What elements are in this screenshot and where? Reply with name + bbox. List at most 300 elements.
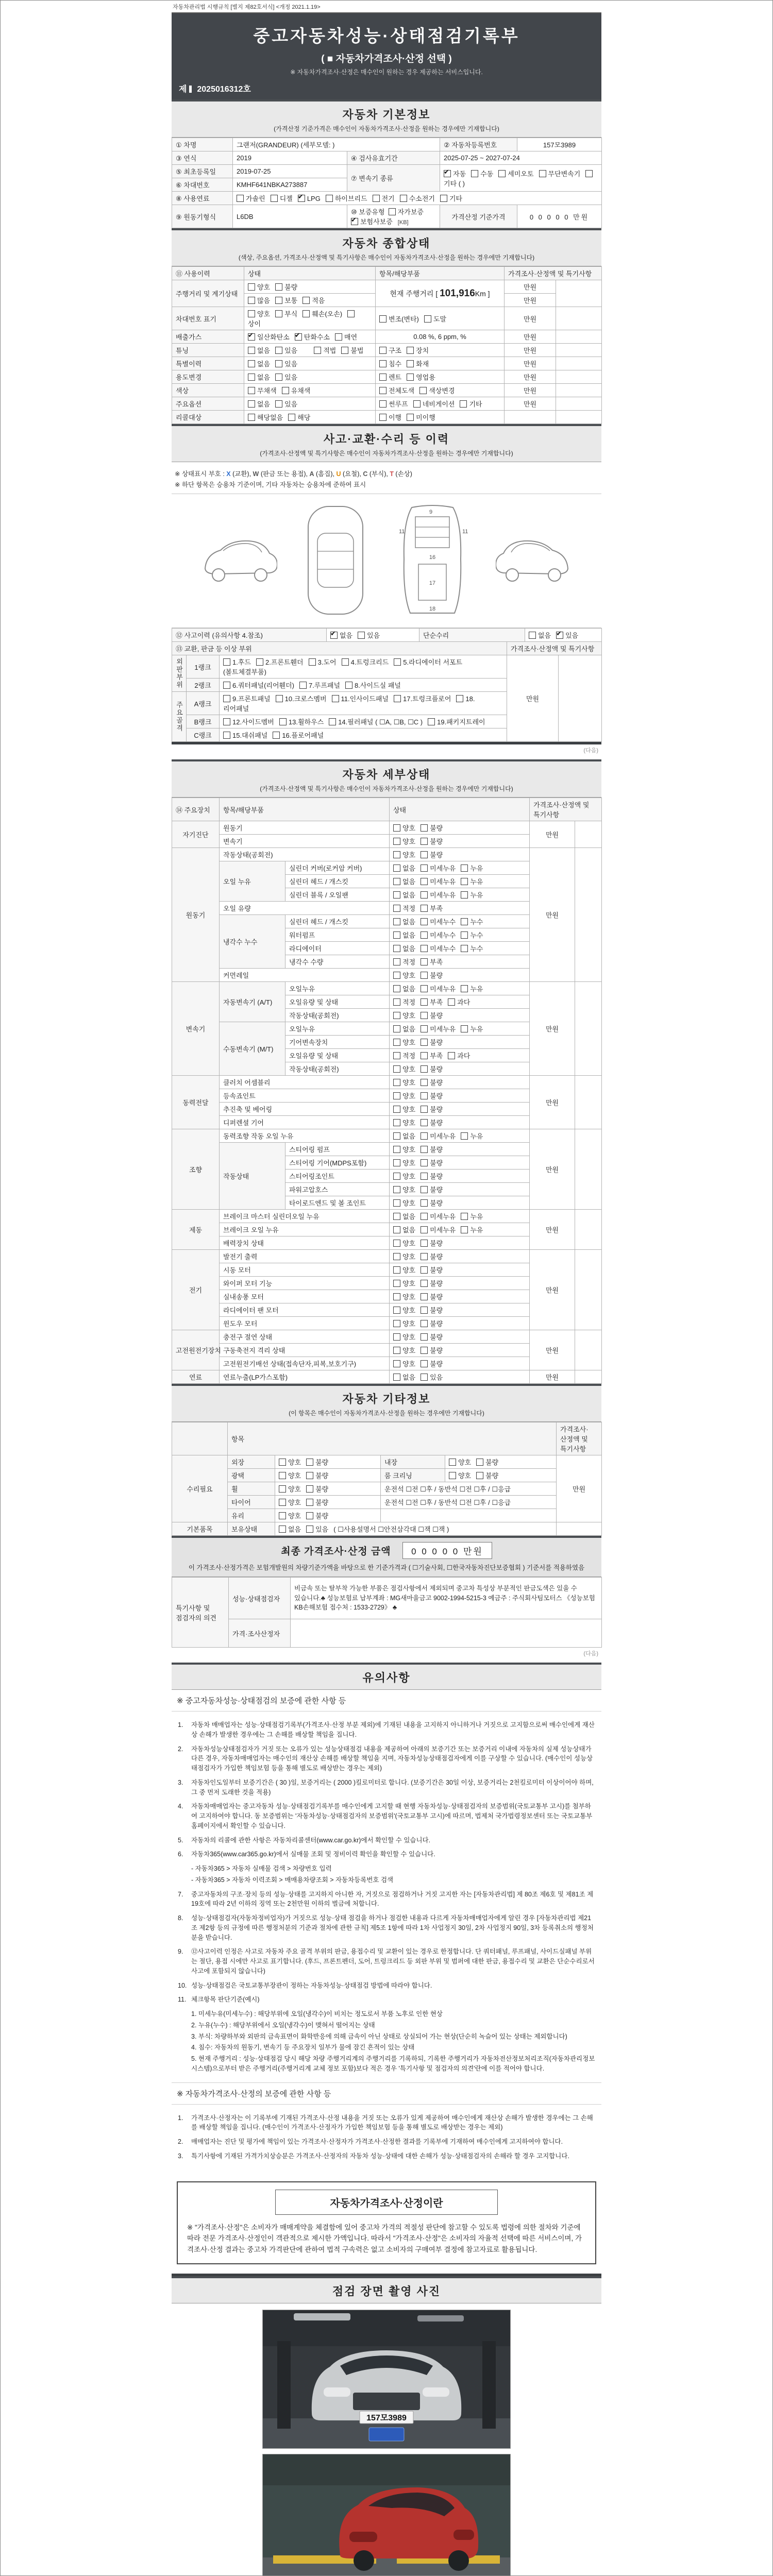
checkbox[interactable] (393, 1199, 400, 1207)
checkbox[interactable] (400, 195, 407, 202)
checkbox[interactable] (279, 1512, 286, 1519)
checkbox[interactable] (298, 195, 305, 202)
checkbox[interactable] (223, 658, 230, 666)
checkbox[interactable] (248, 400, 255, 408)
checkbox[interactable] (393, 1360, 400, 1367)
usage-label: 용도변경 (172, 370, 244, 384)
checkbox[interactable] (448, 1052, 455, 1059)
state-options (244, 397, 376, 411)
item-label: 연료누출(LP가스포함) (220, 1370, 390, 1384)
checkbox[interactable] (309, 658, 316, 666)
checkbox[interactable] (279, 1472, 286, 1479)
accident-history-options (327, 629, 419, 642)
checkbox[interactable] (393, 838, 400, 845)
checkbox[interactable] (342, 658, 349, 666)
checkbox[interactable] (332, 695, 339, 702)
checkbox[interactable] (421, 1213, 428, 1220)
checkbox-label: 없음 (402, 918, 416, 926)
part-label: 15.대쉬패널 (232, 732, 268, 739)
checkbox[interactable] (379, 387, 386, 394)
checkbox-label: 누유 (470, 891, 483, 899)
checkbox[interactable] (279, 1499, 286, 1506)
checkbox[interactable] (421, 1173, 428, 1180)
checkbox[interactable] (306, 1472, 313, 1479)
checkbox[interactable] (393, 824, 400, 832)
notice-item-text: 매매업자는 진단 및 평가에 책임이 있는 가격조사·산정자가 가격조사·산정한 결과를 기록부에 기재하여 매수인에게 고지하여야 합니다. (191, 2138, 563, 2145)
checkbox[interactable] (498, 170, 506, 177)
checkbox[interactable] (223, 732, 230, 739)
price-cell: 만원 (530, 1210, 575, 1250)
checkbox[interactable] (393, 1374, 400, 1381)
checkbox[interactable] (421, 824, 428, 832)
checkbox[interactable] (393, 931, 400, 939)
checkbox-label: 미세누수 (430, 945, 456, 953)
checkbox-label: 네비게이션 (422, 400, 455, 408)
checkbox[interactable] (407, 414, 414, 421)
checkbox-label: 누유 (470, 865, 483, 872)
checkbox[interactable] (393, 891, 400, 899)
checkbox[interactable] (330, 632, 338, 639)
checkbox[interactable] (421, 905, 428, 912)
checkbox[interactable] (389, 208, 396, 215)
checkbox[interactable] (223, 695, 230, 702)
checkbox[interactable] (288, 414, 295, 421)
item-options (376, 370, 505, 384)
checkbox[interactable] (407, 347, 414, 354)
checkbox[interactable] (393, 1226, 400, 1233)
checkbox[interactable] (421, 931, 428, 939)
checkbox[interactable] (421, 1159, 428, 1166)
price-cell: 만원 (530, 982, 575, 1076)
item-label: 라디에이터 (285, 942, 390, 955)
checkbox[interactable] (275, 360, 282, 367)
section-basic-header (172, 99, 601, 138)
checkbox[interactable] (449, 1459, 456, 1466)
checkbox[interactable] (306, 1499, 313, 1506)
blank-cell (575, 982, 602, 1076)
checkbox[interactable] (248, 297, 255, 304)
repair-group-label: 수리필요 (172, 1455, 228, 1522)
checkbox-label: 누유 (470, 1132, 483, 1140)
checkbox[interactable] (279, 1485, 286, 1493)
checkbox[interactable] (421, 958, 428, 965)
state-options (390, 1236, 530, 1250)
checkbox[interactable] (421, 851, 428, 858)
table-row (172, 1522, 602, 1536)
checkbox[interactable] (448, 998, 455, 1006)
checkbox[interactable] (585, 170, 593, 177)
checkbox-label: 누수 (470, 931, 483, 939)
item-label: 스티어링조인트 (285, 1170, 390, 1183)
section-detail-title: 자동차 세부상태 (342, 768, 431, 781)
checkbox[interactable] (421, 1106, 428, 1113)
checkbox[interactable] (275, 374, 282, 381)
checkbox[interactable] (393, 1106, 400, 1113)
checkbox[interactable] (393, 972, 400, 979)
state-options (390, 928, 530, 942)
checkbox[interactable] (379, 347, 386, 354)
checkbox[interactable] (449, 1472, 456, 1479)
checkbox[interactable] (461, 865, 468, 872)
checkbox-label: 부식 (284, 310, 298, 318)
checkbox[interactable] (393, 1119, 400, 1126)
final-price-value: 0 0 0 0 0 만원 (402, 1542, 492, 1559)
checkbox[interactable] (421, 1320, 428, 1327)
checkbox[interactable] (393, 958, 400, 965)
checkbox[interactable] (529, 632, 536, 639)
checkbox[interactable] (394, 658, 401, 666)
checkbox[interactable] (351, 218, 358, 225)
table-row (172, 1370, 602, 1384)
checkbox[interactable] (461, 1132, 468, 1140)
checkbox[interactable] (407, 360, 414, 367)
table-row (172, 344, 602, 357)
checkbox[interactable] (393, 1092, 400, 1099)
checkbox-label: 있음 (315, 1526, 329, 1533)
checkbox[interactable] (393, 1253, 400, 1260)
checkbox[interactable] (444, 170, 451, 177)
status-code: U (336, 470, 341, 478)
summary-header-price: 가격조사·산정액 및 특기사항 (505, 267, 602, 280)
checkbox[interactable] (295, 333, 302, 341)
checkbox[interactable] (393, 1065, 400, 1073)
checkbox[interactable] (421, 1119, 428, 1126)
checkbox[interactable] (421, 1226, 428, 1233)
checkbox[interactable] (393, 851, 400, 858)
checkbox[interactable] (413, 400, 421, 408)
checkbox[interactable] (421, 878, 428, 885)
checkbox[interactable] (303, 297, 310, 304)
checkbox[interactable] (476, 1459, 483, 1466)
checkbox[interactable] (393, 1173, 400, 1180)
checkbox[interactable] (279, 1459, 286, 1466)
notice-item-text: 성능·상태점검은 국토교통부장관이 정하는 자동차성능·상태점검 방법에 따라야 합니다. (191, 1981, 432, 1989)
checkbox[interactable] (329, 718, 336, 725)
section-summary-subtitle: (색상, 주요옵션, 가격조사·산정액 및 특기사항은 매수인이 자동차가격조사·산정을 원하는 경우에만 기재합니다) (238, 254, 535, 261)
checkbox-label: 미세누유 (430, 1213, 456, 1221)
checkbox[interactable] (275, 283, 282, 291)
checkbox-label: 없음 (402, 865, 416, 872)
checkbox[interactable] (421, 1186, 428, 1193)
checkbox[interactable] (421, 1347, 428, 1354)
item-label: 라디에이터 팬 모터 (220, 1303, 390, 1317)
notice-item-number: 5. (178, 1836, 183, 1844)
checkbox[interactable] (306, 1485, 313, 1493)
checkbox[interactable] (461, 931, 468, 939)
checkbox[interactable] (539, 170, 546, 177)
checkbox[interactable] (461, 878, 468, 885)
base-price-value: 0 0 0 0 0 만원 (517, 205, 602, 228)
inspection-photos (172, 2303, 601, 2576)
checkbox[interactable] (379, 400, 386, 408)
checkbox-label: 과다 (457, 998, 470, 1006)
checkbox[interactable] (394, 695, 401, 702)
checkbox[interactable] (421, 1025, 428, 1032)
checkbox[interactable] (393, 1213, 400, 1220)
checkbox[interactable] (275, 310, 282, 317)
checkbox[interactable] (379, 315, 386, 323)
checkbox[interactable] (393, 945, 400, 952)
detail-state-table (172, 798, 602, 1384)
state-options (390, 942, 530, 955)
checkbox[interactable] (421, 1374, 428, 1381)
checkbox[interactable] (373, 195, 380, 202)
checkbox[interactable] (393, 1307, 400, 1314)
checkbox[interactable] (379, 374, 386, 381)
checkbox[interactable] (393, 1347, 400, 1354)
checkbox[interactable] (421, 1253, 428, 1260)
item-label: 스티어링 기어(MDPS포함) (285, 1156, 390, 1170)
checkbox[interactable] (461, 1226, 468, 1233)
checkbox[interactable] (393, 905, 400, 912)
part-label: 2.프론트휀더 (265, 658, 304, 666)
blank-cell (556, 384, 602, 397)
state-options (390, 875, 530, 888)
checkbox[interactable] (303, 310, 310, 317)
checkbox[interactable] (248, 283, 255, 291)
summary-header-usage: ⑪ 사용이력 (172, 267, 244, 280)
blank-cell (575, 1370, 602, 1384)
checkbox[interactable] (461, 945, 468, 952)
checkbox[interactable] (421, 1360, 428, 1367)
state-options (390, 969, 530, 982)
checkbox[interactable] (461, 985, 468, 992)
checkbox-label: 불량 (485, 1472, 499, 1480)
checkbox[interactable] (393, 1266, 400, 1274)
checkbox[interactable] (358, 632, 365, 639)
checkbox[interactable] (393, 1333, 400, 1341)
checkbox[interactable] (248, 347, 255, 354)
checkbox[interactable] (256, 658, 263, 666)
checkbox[interactable] (461, 891, 468, 899)
checkbox[interactable] (421, 1240, 428, 1247)
section-accident-subtitle: (가격조사·산정액 및 특기사항은 매수인이 자동차가격조사·산정을 원하는 경우에만 기재합니다) (260, 450, 513, 457)
checkbox-label: 불량 (430, 1199, 443, 1207)
sub-group-label: 오일 누유 (220, 861, 285, 902)
checkbox[interactable] (407, 374, 414, 381)
checkbox-label: 불량 (430, 1186, 443, 1194)
checkbox-label: LPG (307, 195, 321, 202)
checkbox[interactable] (393, 1146, 400, 1153)
checkbox[interactable] (556, 632, 563, 639)
checkbox[interactable] (421, 998, 428, 1006)
checkbox[interactable] (279, 718, 287, 725)
checkbox[interactable] (279, 1526, 286, 1533)
checkbox[interactable] (282, 387, 289, 394)
table-row (172, 655, 602, 679)
checkbox-label: 수동 (480, 170, 494, 178)
checkbox[interactable] (379, 414, 386, 421)
checkbox[interactable] (421, 1132, 428, 1140)
checkbox-label: 도말 (433, 315, 447, 323)
checkbox-label: 해당 (297, 414, 311, 421)
notice-item (178, 1850, 595, 1859)
checkbox-label: 양호 (402, 1079, 416, 1087)
checkbox[interactable] (248, 333, 255, 341)
checkbox[interactable] (306, 1526, 313, 1533)
item-label: 시동 모터 (220, 1263, 390, 1277)
checkbox[interactable] (345, 682, 352, 689)
checkbox[interactable] (421, 1293, 428, 1300)
checkbox[interactable] (421, 1052, 428, 1059)
checkbox[interactable] (419, 387, 427, 394)
etc-header-item: 항목 (228, 1422, 557, 1455)
checkbox[interactable] (393, 985, 400, 992)
checkbox[interactable] (393, 1025, 400, 1032)
status-code-desc: (요철), (341, 470, 363, 478)
item-label: 배력장치 상태 (220, 1236, 390, 1250)
notice-item-text: 중고자동차의 구조·장치 등의 성능·상태를 고지하지 아니한 자, 거짓으로 점검하거나 거짓 고지한 자는 [자동차관리법] 제 80조 제6호 및 제81조 제19호에 따라 2년 이하의 징역 또는 2천만원 이하의 벌금에 처합니다. (191, 1890, 594, 1908)
checkbox[interactable] (299, 682, 307, 689)
checkbox[interactable] (393, 1240, 400, 1247)
base-price-label: 가격산정 기준가격 (440, 205, 517, 228)
checkbox[interactable] (248, 310, 255, 317)
checkbox[interactable] (237, 195, 244, 202)
checkbox-label: 장치 (416, 347, 429, 354)
checkbox[interactable] (393, 878, 400, 885)
checkbox[interactable] (421, 1079, 428, 1086)
table-row (172, 307, 602, 330)
device-group-label: 원동기 (172, 848, 220, 982)
checkbox[interactable] (273, 732, 280, 739)
car-diagrams (172, 494, 601, 628)
checkbox[interactable] (306, 1459, 313, 1466)
checkbox[interactable] (271, 195, 278, 202)
checkbox[interactable] (248, 414, 255, 421)
checkbox[interactable] (421, 945, 428, 952)
checkbox-label: 불량 (430, 1065, 443, 1073)
license-plate-text: 157모3989 (366, 2414, 407, 2423)
checkbox[interactable] (421, 1092, 428, 1099)
table-row (172, 1076, 602, 1089)
state-options (390, 1370, 530, 1384)
checkbox[interactable] (421, 891, 428, 899)
checkbox[interactable] (276, 695, 283, 702)
summary-table (172, 266, 602, 424)
checkbox-label: 양호 (402, 1199, 416, 1207)
checkbox[interactable] (341, 347, 348, 354)
checkbox[interactable] (393, 1293, 400, 1300)
checkbox[interactable] (393, 1186, 400, 1193)
checkbox-label: 있음 (367, 632, 380, 639)
checkbox-label: 양호 (402, 1253, 416, 1261)
checkbox[interactable] (393, 1159, 400, 1166)
checkbox[interactable] (421, 1199, 428, 1207)
checkbox-label: 불량 (430, 1253, 443, 1261)
checkbox[interactable] (393, 865, 400, 872)
checkbox[interactable] (223, 682, 230, 689)
checkbox[interactable] (223, 718, 230, 725)
checkbox[interactable] (461, 918, 468, 925)
checkbox[interactable] (314, 347, 321, 354)
checkbox-label: 양호 (402, 1039, 416, 1046)
basic-items-label: 기본품목 (172, 1522, 228, 1536)
checkbox-label: 미세누유 (430, 1226, 456, 1234)
checkbox[interactable] (421, 1039, 428, 1046)
checkbox[interactable] (393, 918, 400, 925)
checkbox-label: 양호 (402, 1173, 416, 1180)
checkbox[interactable] (275, 400, 282, 408)
first-reg-label: ⑤ 최초등록일 (172, 165, 233, 178)
checkbox[interactable] (428, 718, 435, 725)
checkbox-label: 없음 (402, 985, 416, 993)
notice-item (178, 1720, 595, 1740)
checkbox[interactable] (421, 1065, 428, 1073)
item-label: 윈도우 모터 (220, 1317, 390, 1330)
checkbox[interactable] (460, 400, 467, 408)
final-price-label: 최종 가격조사·산정 금액 (281, 1546, 391, 1557)
notice-item-text: 체크항목 판단기준(예시) (191, 1996, 260, 2004)
checkbox[interactable] (379, 360, 386, 367)
checkbox-label: 누유 (470, 1213, 483, 1221)
checkbox[interactable] (461, 1025, 468, 1032)
checkbox[interactable] (393, 1052, 400, 1059)
blank-cell (556, 370, 602, 384)
checkbox[interactable] (393, 1039, 400, 1046)
checkbox[interactable] (476, 1472, 483, 1479)
checkbox[interactable] (393, 1320, 400, 1327)
checkbox[interactable] (421, 985, 428, 992)
checkbox[interactable] (471, 170, 478, 177)
checkbox[interactable] (424, 315, 431, 323)
checkbox[interactable] (393, 1132, 400, 1140)
checkbox[interactable] (421, 972, 428, 979)
checkbox[interactable] (248, 387, 255, 394)
checkbox[interactable] (461, 1213, 468, 1220)
checkbox[interactable] (421, 1146, 428, 1153)
checkbox-label: 불량 (430, 1347, 443, 1354)
checkbox[interactable] (326, 195, 333, 202)
photo-rear-view (262, 2454, 511, 2576)
checkbox[interactable] (440, 195, 447, 202)
part-label: 7.루프패널 (308, 682, 341, 689)
checkbox[interactable] (421, 1280, 428, 1287)
inspector-role-label: 가격·조사산정자 (229, 1619, 291, 1648)
checkbox[interactable] (421, 1266, 428, 1274)
state-options (390, 1183, 530, 1196)
checkbox[interactable] (306, 1512, 313, 1519)
checkbox[interactable] (421, 1333, 428, 1341)
checkbox-label: 불량 (315, 1459, 329, 1466)
checkbox-label: 양호 (402, 1347, 416, 1354)
checkbox[interactable] (347, 310, 355, 317)
state-options (390, 1263, 530, 1277)
checkbox[interactable] (335, 333, 342, 341)
table-row (172, 357, 602, 370)
checkbox[interactable] (248, 360, 255, 367)
checkbox[interactable] (393, 998, 400, 1006)
checkbox[interactable] (421, 1307, 428, 1314)
notice-item (178, 1890, 595, 1909)
checkbox-label: 불량 (430, 838, 443, 845)
checkbox-label: 없음 (257, 360, 271, 368)
checkbox[interactable] (393, 1079, 400, 1086)
checkbox[interactable] (421, 918, 428, 925)
state-options (390, 1303, 530, 1317)
car-diagram-underbody (394, 502, 471, 618)
checkbox[interactable] (393, 1012, 400, 1019)
checkbox[interactable] (456, 695, 463, 702)
notice-item (178, 1995, 595, 2005)
checkbox[interactable] (421, 1012, 428, 1019)
checkbox[interactable] (421, 838, 428, 845)
checkbox[interactable] (421, 865, 428, 872)
checkbox[interactable] (393, 1280, 400, 1287)
checkbox[interactable] (248, 374, 255, 381)
checkbox[interactable] (275, 297, 282, 304)
notice-item (178, 1778, 595, 1798)
checkbox[interactable] (275, 347, 282, 354)
